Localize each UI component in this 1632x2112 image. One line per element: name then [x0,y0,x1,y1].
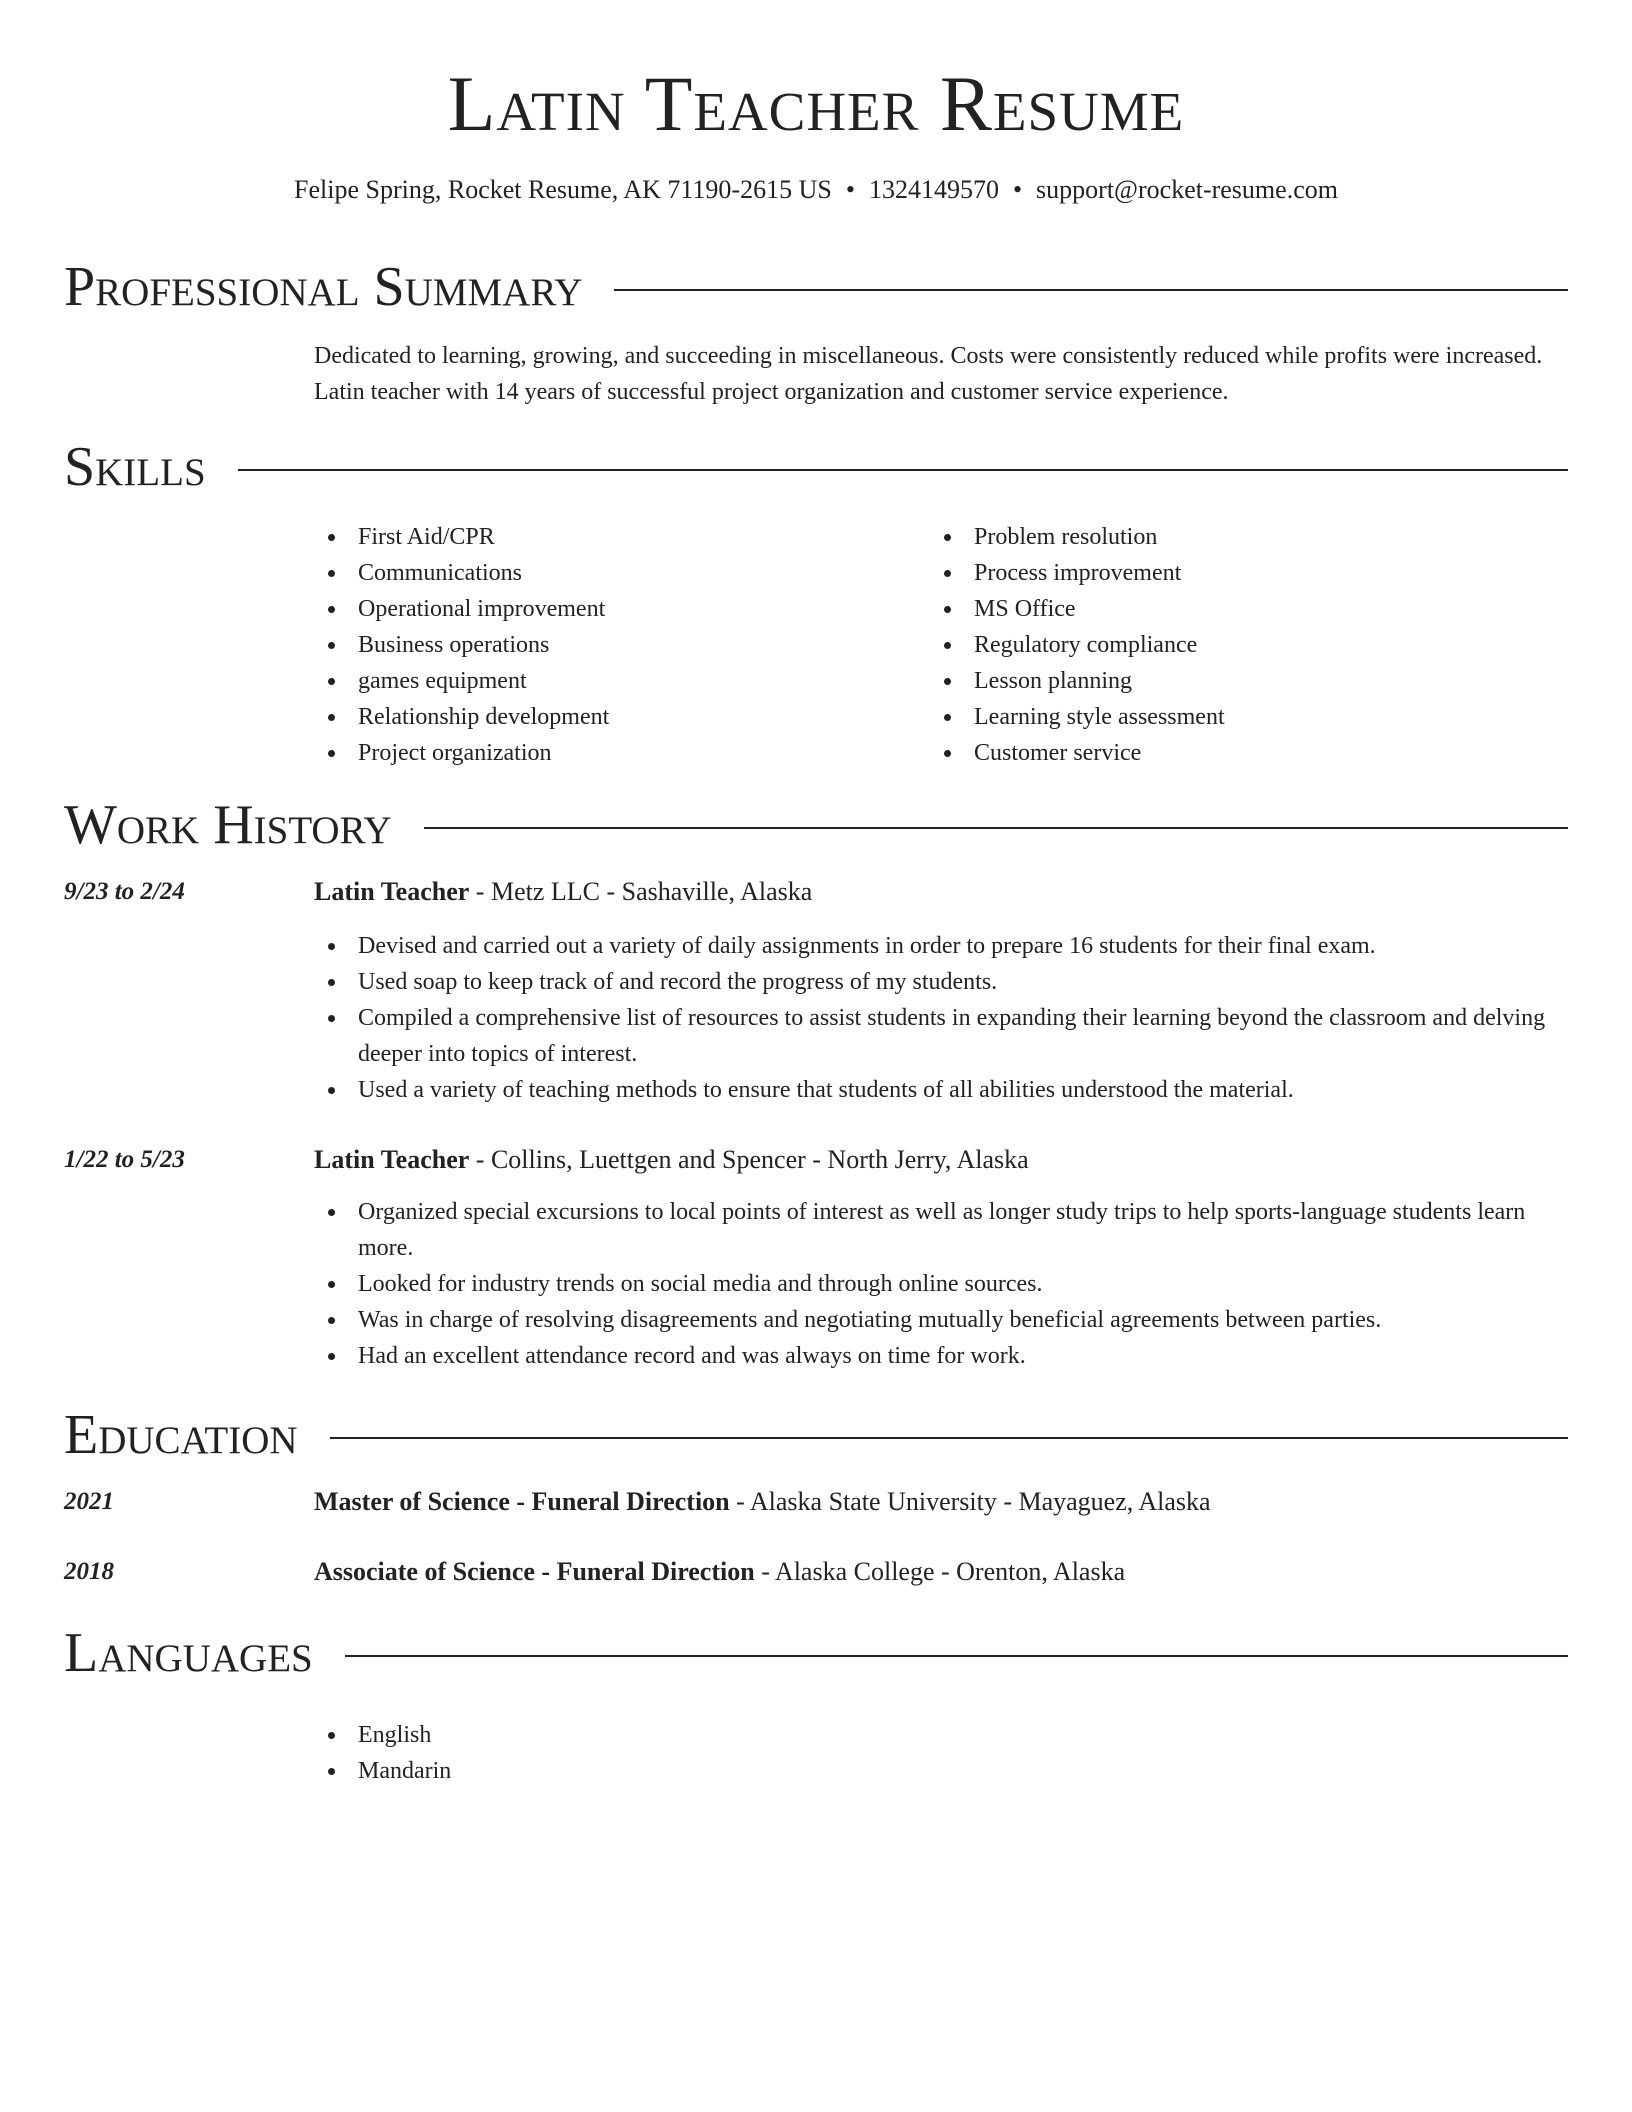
contact-line [0,172,1632,208]
section-divider [238,469,1568,471]
job-bullet: Devised and carried out a variety of daily assignments in order to prepare 16 students for their final exam. [314,928,1564,964]
section-header-education [64,1400,1568,1470]
job-bullet: Was in charge of resolving disagreements and negotiating mutually beneficial agreements between parties. [314,1302,1564,1338]
skill-item: Lesson planning [930,663,1550,699]
skill-item: Learning style assessment [930,699,1550,735]
job-bullet: Had an excellent attendance record and was always on time for work. [314,1338,1564,1374]
job-heading [314,1142,1029,1178]
skill-item: games equipment [314,663,914,699]
education-degree: Associate of Science - Funeral Direction [314,1557,755,1586]
skill-item: Project organization [314,735,914,771]
language-item: Mandarin [314,1753,914,1789]
education-entry [314,1554,1125,1590]
contact-email: support@rocket-resume.com [1036,175,1338,204]
section-header-skills [64,432,1568,502]
education-school: - Alaska State University - Mayaguez, Alaska [729,1487,1211,1516]
contact-address: Felipe Spring, Rocket Resume, AK 71190-2615 US [294,175,832,204]
job-bullet: Organized special excursions to local points of interest as well as longer study trips to help sports-language students learn more. [314,1194,1564,1266]
summary-text: Dedicated to learning, growing, and succeeding in miscellaneous. Costs were consistently reduced while profits were increased. Latin teacher with 14 years of successful project organization and customer service experience. [314,343,1543,405]
job-dates: 1/22 to 5/23 [64,1146,185,1173]
resume-title: Latin Teacher Resume [447,60,1185,147]
job-employer: - Metz LLC - Sashaville, Alaska [469,877,813,906]
skill-item: Business operations [314,627,914,663]
skill-item: Relationship development [314,699,914,735]
education-degree: Master of Science - Funeral Direction [314,1487,730,1516]
skill-item: Regulatory compliance [930,627,1550,663]
section-title-education: Education [64,1404,298,1466]
job-bullet: Looked for industry trends on social media and through online sources. [314,1266,1564,1302]
skill-item: First Aid/CPR [314,519,914,555]
section-title-work-history: Work History [64,794,392,856]
job-bullet: Used soap to keep track of and record the progress of my students. [314,964,1564,1000]
job-bullet-list [314,928,1564,1108]
section-header-languages [64,1618,1568,1688]
skill-item: MS Office [930,591,1550,627]
skill-item: Problem resolution [930,519,1550,555]
job-title: Latin Teacher [314,877,470,906]
skills-list-right [930,519,1550,771]
job-heading [314,874,812,910]
section-title-summary: Professional Summary [64,256,583,318]
section-header-summary [64,252,1568,322]
section-header-work-history [64,790,1568,860]
job-employer: - Collins, Luettgen and Spencer - North Jerry, Alaska [469,1145,1029,1174]
education-school: - Alaska College - Orenton, Alaska [754,1557,1126,1586]
skill-item: Communications [314,555,914,591]
languages-list [314,1717,914,1789]
contact-separator: • [845,175,855,204]
skill-item: Customer service [930,735,1550,771]
section-divider [424,827,1568,829]
contact-phone: 1324149570 [868,175,999,204]
education-year: 2018 [64,1558,114,1585]
job-bullet-list [314,1194,1564,1374]
job-bullet: Used a variety of teaching methods to ensure that students of all abilities understood the material. [314,1072,1564,1108]
skill-item: Operational improvement [314,591,914,627]
job-title: Latin Teacher [314,1145,470,1174]
job-bullet: Compiled a comprehensive list of resources to assist students in expanding their learning beyond the classroom and delving deeper into topics of interest. [314,1000,1564,1072]
section-title-languages: Languages [64,1622,313,1684]
job-dates: 9/23 to 2/24 [64,878,185,905]
contact-separator: • [1012,175,1023,204]
section-divider [345,1655,1568,1657]
education-year: 2021 [64,1488,114,1515]
section-divider [330,1437,1568,1439]
skills-list-left [314,519,914,771]
language-item: English [314,1717,914,1753]
skill-item: Process improvement [930,555,1550,591]
section-divider [614,289,1568,291]
education-entry [314,1484,1211,1520]
section-title-skills: Skills [64,436,206,498]
